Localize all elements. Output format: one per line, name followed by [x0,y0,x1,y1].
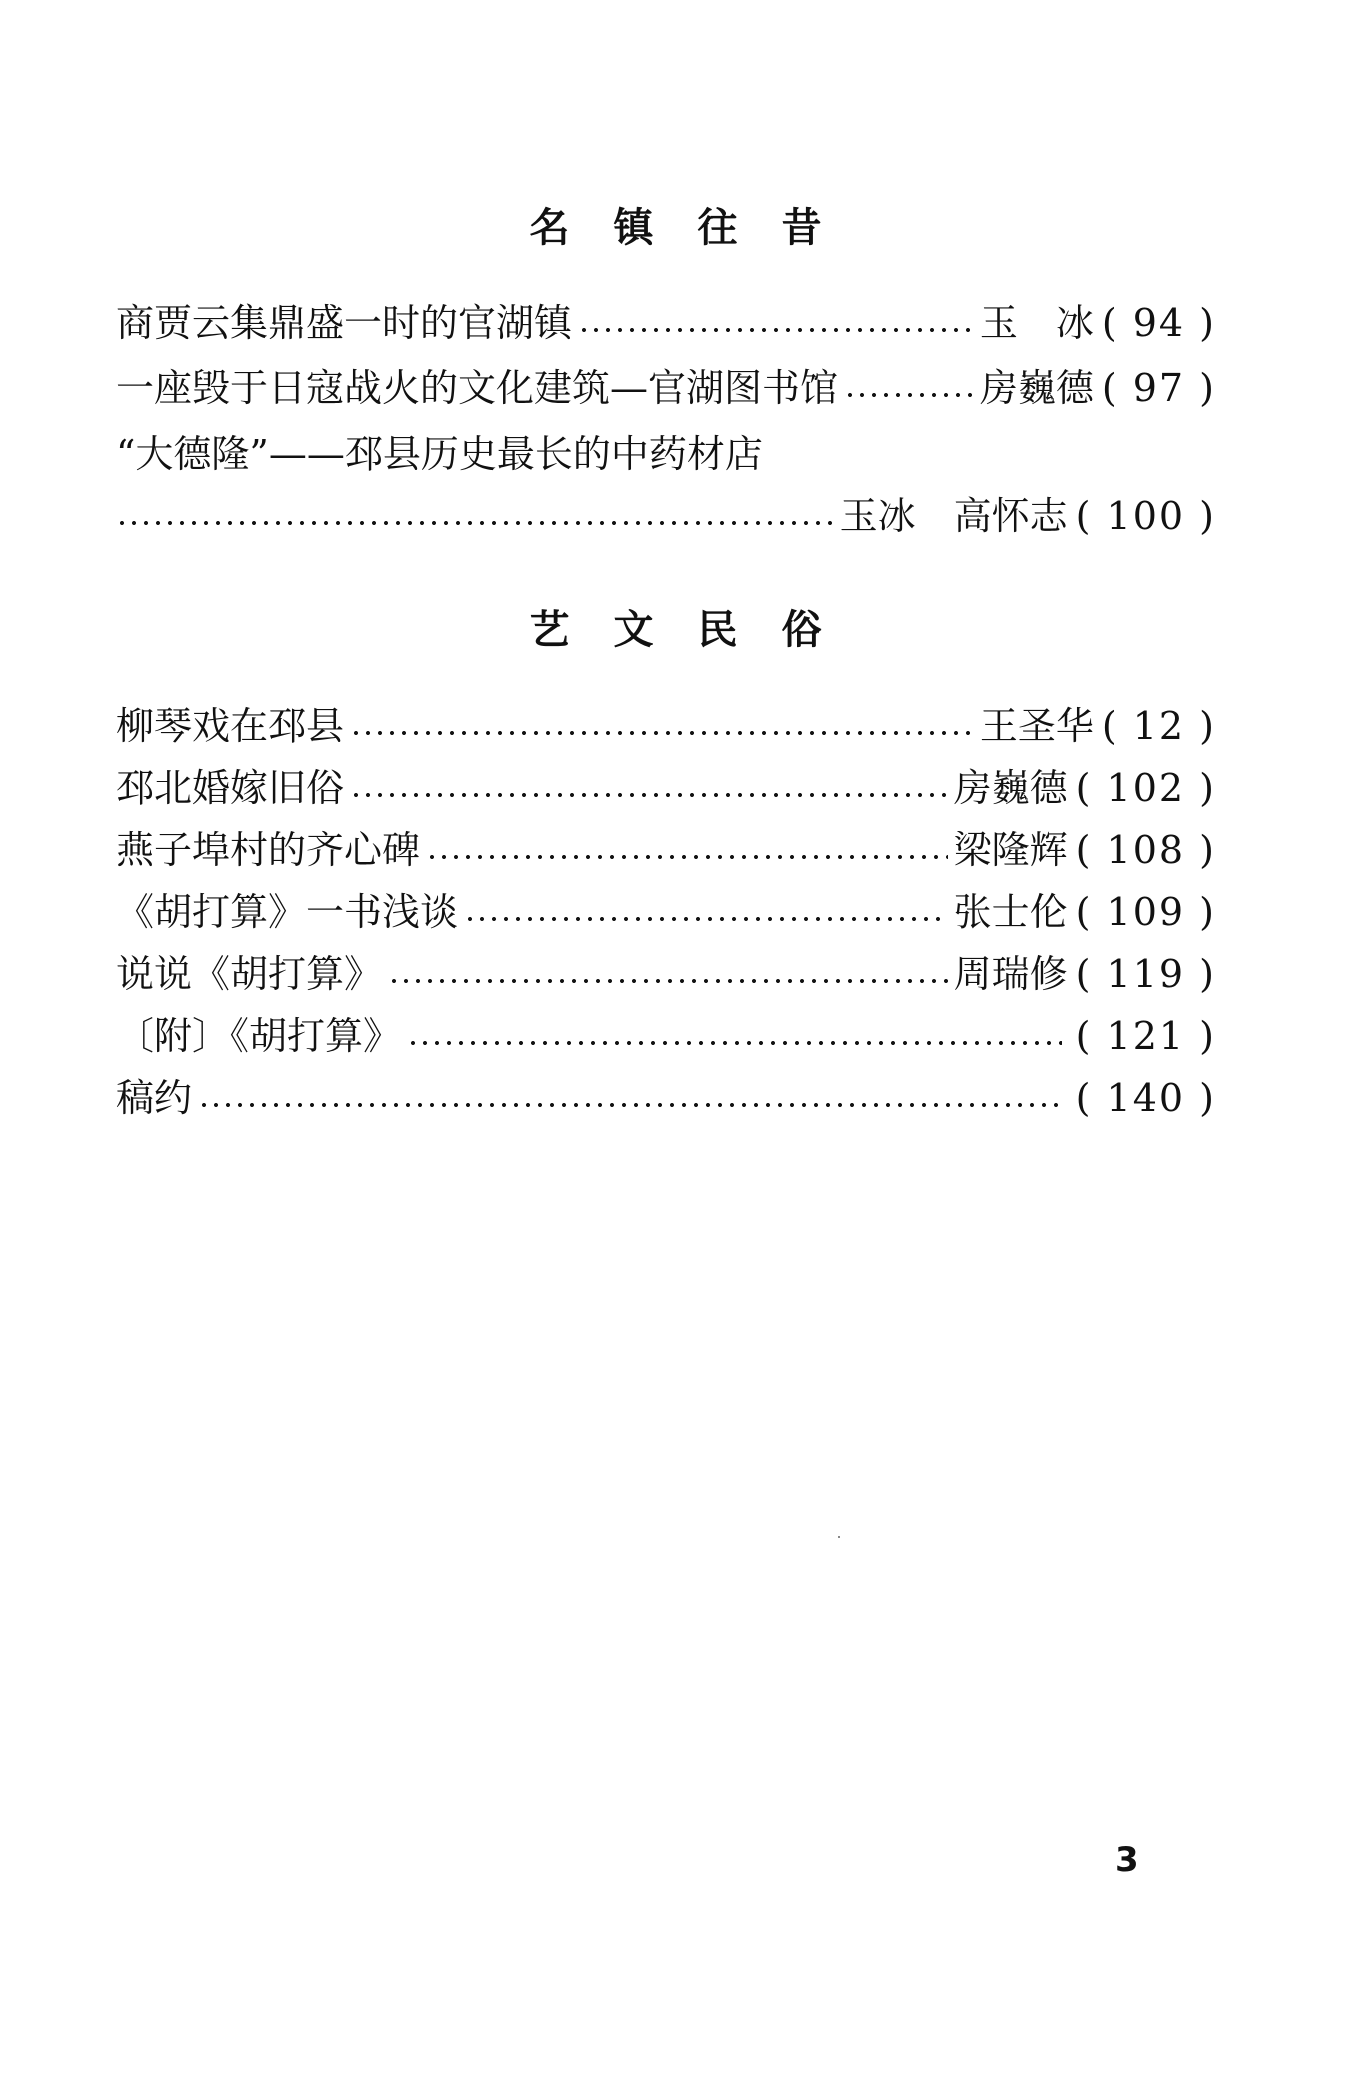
entry-author: 玉冰 高怀志 [839,494,1068,538]
dot-leader [844,391,974,399]
entry-author: 玉 冰 [979,301,1094,345]
entry-title: “大德隆”——邳县历史最长的中药材店 [116,432,763,476]
scan-speck [838,1536,840,1538]
entry-author: 张士伦 [953,890,1068,934]
section-title-towns: 名镇往昔 [529,205,866,251]
toc-entry [116,295,1216,351]
entry-title: 邳北婚嫁旧俗 [116,766,345,810]
dot-leader [198,1101,1062,1109]
toc-entry-leader-line [116,488,1216,544]
entry-title: 燕子埠村的齐心碑 [116,828,421,872]
toc-entry [116,822,1216,878]
entry-title: 稿约 [116,1076,193,1120]
entry-title: 说说《胡打算》 [116,952,383,996]
toc-entry [116,946,1216,1002]
dot-leader [388,977,948,985]
dot-leader [464,915,948,923]
entry-page: ( 108 ) [1075,828,1216,872]
dot-leader [426,853,948,861]
entry-title: 柳琴戏在邳县 [116,704,345,748]
toc-entry-title-line [116,426,1216,482]
dot-leader [116,519,834,527]
toc-entry [116,360,1216,416]
page-number: 3 [1115,1840,1139,1880]
entry-page: ( 97 ) [1101,366,1216,410]
toc-entry [116,884,1216,940]
entry-page: ( 109 ) [1075,890,1216,934]
entry-title: 一座毁于日寇战火的文化建筑—官湖图书馆 [116,366,839,410]
entry-page: ( 12 ) [1101,704,1216,748]
entry-title: 商贾云集鼎盛一时的官湖镇 [116,301,573,345]
entry-title: 《胡打算》一书浅谈 [116,890,459,934]
toc-entry [116,1070,1216,1126]
entry-author: 王圣华 [979,704,1094,748]
dot-leader [578,326,974,334]
entry-author: 房巍德 [979,366,1094,410]
toc-entry [116,1008,1216,1064]
section-title-arts-customs: 艺文民俗 [529,607,866,653]
entry-title: 〔附〕《胡打算》 [116,1014,402,1058]
entry-page: ( 119 ) [1075,952,1216,996]
toc-entry [116,698,1216,754]
entry-page: ( 140 ) [1075,1076,1216,1120]
entry-author: 周瑞修 [953,952,1068,996]
entry-author: 房巍德 [953,766,1068,810]
dot-leader [350,791,948,799]
dot-leader [350,729,974,737]
entry-page: ( 100 ) [1075,494,1216,538]
entry-page: ( 94 ) [1101,301,1216,345]
entry-page: ( 102 ) [1075,766,1216,810]
entry-page: ( 121 ) [1075,1014,1216,1058]
dot-leader [407,1039,1062,1047]
toc-entry [116,760,1216,816]
entry-author: 梁隆辉 [953,828,1068,872]
